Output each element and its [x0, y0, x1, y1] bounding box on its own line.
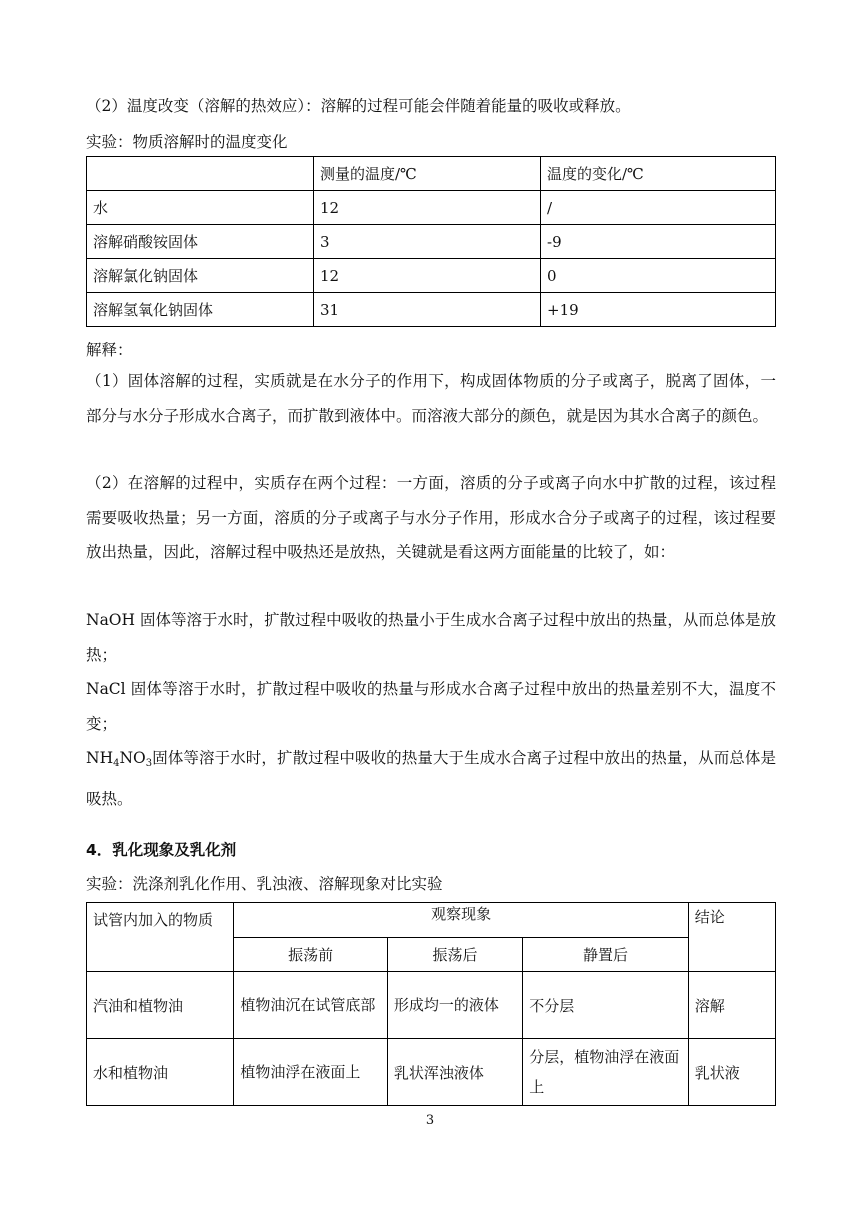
table-cell: 植物油浮在液面上 — [234, 1039, 387, 1106]
table-cell: 水 — [87, 191, 314, 225]
table-row — [87, 225, 776, 259]
table-cell: 0 — [541, 259, 776, 293]
nh4no3-paragraph: $NH_4NO_3$固体等溶于水时，扩散过程中吸收的热量大于生成水合离子过程中放出的热量，从而总体是吸热。 — [86, 749, 776, 808]
table-header-cell: 测量的温度/℃ — [314, 157, 541, 191]
table-cell: 分层，植物油浮在液面上 — [523, 1039, 688, 1106]
experiment-2-caption: 实验：洗涤剂乳化作用、乳浊液、溶解现象对比实验 — [86, 875, 443, 893]
table-row — [87, 191, 776, 225]
table-cell: 溶解硝酸铵固体 — [87, 225, 314, 259]
table-header-cell: 静置后 — [523, 937, 688, 972]
table-cell: +19 — [541, 293, 776, 327]
table-header-cell — [87, 157, 314, 191]
table-row — [87, 1039, 776, 1106]
explanation-paragraph-1: （1）固体溶解的过程，实质就是在水分子的作用下，构成固体物质的分子或离子，脱离了固体，一部分与水分子形成水合离子，而扩散到液体中。而溶液大部分的颜色，就是因为其水合离子的颜色。 — [86, 372, 776, 425]
table-cell: 不分层 — [523, 972, 688, 1039]
table-cell: -9 — [541, 225, 776, 259]
table-cell: 水和植物油 — [87, 1039, 234, 1106]
table-cell: 乳状浑浊液体 — [387, 1039, 522, 1106]
table-cell: / — [541, 191, 776, 225]
table-cell: 3 — [314, 225, 541, 259]
table-cell: 植物油沉在试管底部 — [234, 972, 387, 1039]
table-header-cell: 温度的变化/℃ — [541, 157, 776, 191]
table-header-cell: 试管内加入的物质 — [87, 903, 234, 972]
table-row — [87, 972, 776, 1039]
table-row — [87, 293, 776, 327]
table-cell: 乳状液 — [688, 1039, 775, 1106]
emulsion-table — [86, 902, 776, 1106]
explanation-label: 解释： — [86, 341, 133, 359]
table-header-cell: 结论 — [688, 903, 775, 972]
table-cell: 12 — [314, 191, 541, 225]
table-cell: 汽油和植物油 — [87, 972, 234, 1039]
page-number: 3 — [425, 1113, 435, 1128]
table-cell: 溶解氯化钠固体 — [87, 259, 314, 293]
nacl-paragraph: NaCl 固体等溶于水时，扩散过程中吸收的热量与形成水合离子过程中放出的热量差别不大，温度不变； — [86, 680, 776, 733]
table-cell: 溶解 — [688, 972, 775, 1039]
table-cell: 31 — [314, 293, 541, 327]
table-header-cell: 振荡前 — [234, 937, 387, 972]
table-header-cell: 观察现象 — [234, 903, 688, 938]
naoh-paragraph: NaOH 固体等溶于水时，扩散过程中吸收的热量小于生成水合离子过程中放出的热量，从而总体是放热； — [86, 611, 776, 664]
section-4-heading: 4．乳化现象及乳化剂 — [86, 841, 237, 859]
explanation-paragraph-2: （2）在溶解的过程中，实质存在两个过程：一方面，溶质的分子或离子向水中扩散的过程，该过程需要吸收热量；另一方面，溶质的分子或离子与水分子作用，形成水合分子或离子的过程，该过程要放出热量，因此，溶解过程中吸热还是放热，关键就是看这两方面能量的比较了，如： — [86, 474, 776, 561]
temp-change-heading: （2）温度改变（溶解的热效应）：溶解的过程可能会伴随着能量的吸收或释放。 — [86, 97, 631, 115]
table-cell: 溶解氢氧化钠固体 — [87, 293, 314, 327]
experiment-1-caption: 实验：物质溶解时的温度变化 — [86, 133, 288, 151]
table-cell: 形成均一的液体 — [387, 972, 522, 1039]
table-cell: 12 — [314, 259, 541, 293]
table-row — [87, 259, 776, 293]
temperature-table — [86, 156, 776, 327]
table-header-cell: 振荡后 — [387, 937, 522, 972]
table-row — [87, 157, 776, 191]
table-row — [87, 903, 776, 938]
